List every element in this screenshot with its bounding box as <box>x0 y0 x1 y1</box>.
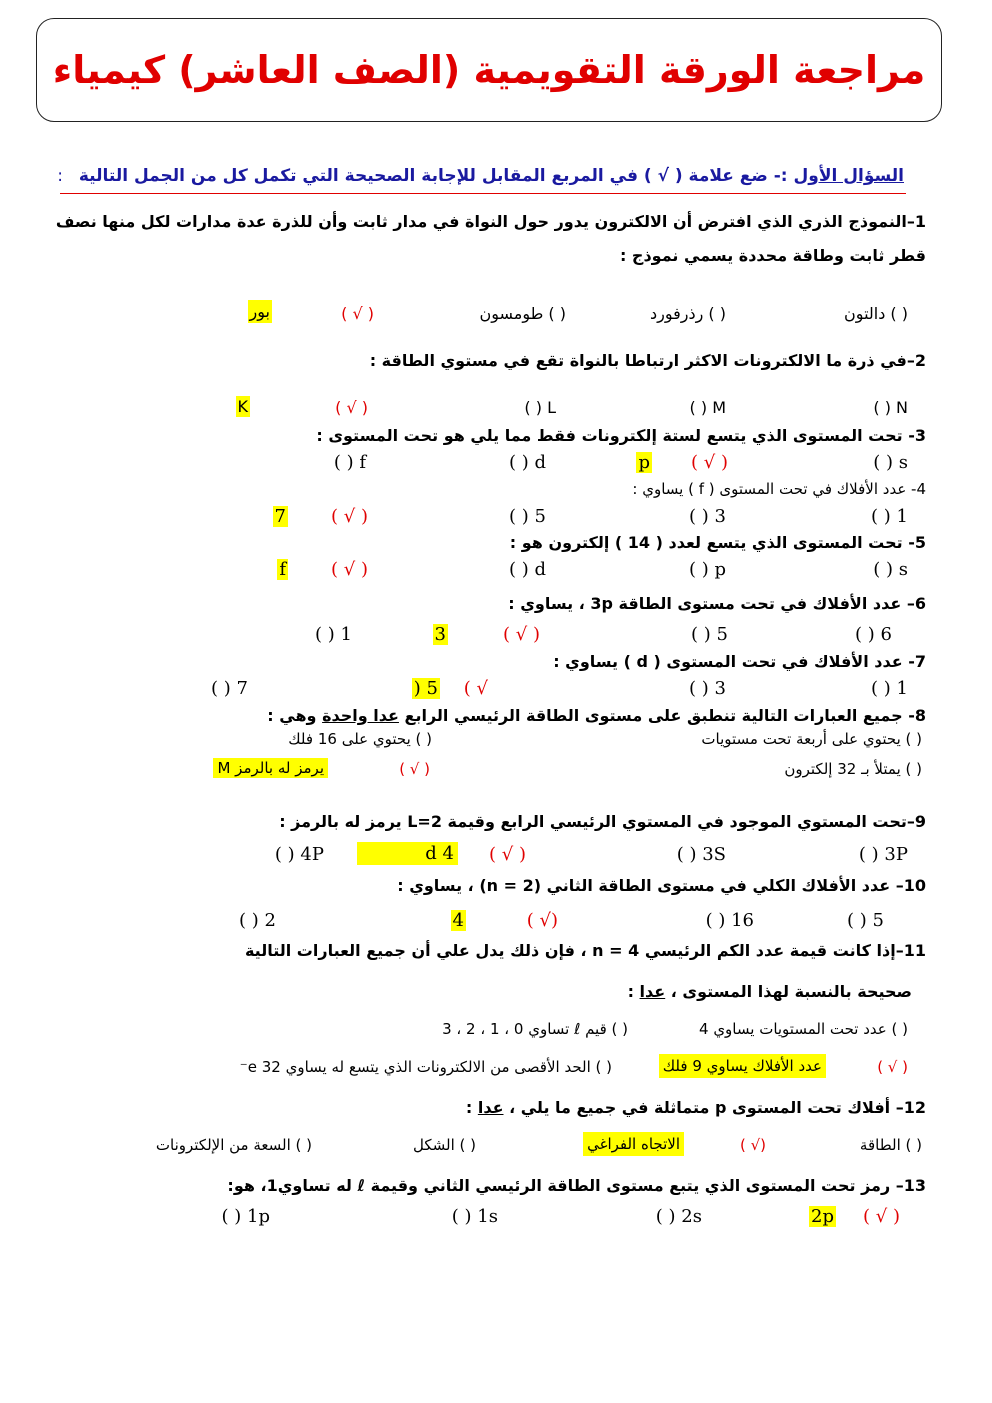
q10-option-2[interactable]: 2 ( ) <box>239 910 276 931</box>
question-3: 3- تحت المستوى الذي يتسع لستة إلكترونات فقط مما يلي هو تحت المستوى : <box>316 426 926 445</box>
question-10: 10– عدد الأفلاك الكلي في مستوى الطاقة الثاني (n = 2) ، يساوي : <box>397 876 926 895</box>
q8-option-32-electrons[interactable]: ( ) يمتلأ بـ 32 إلكترون <box>784 760 922 778</box>
q7-option-3[interactable]: 3 ( ) <box>689 678 726 699</box>
q8-option-16-orbitals[interactable]: ( ) يحتوي على 16 فلك <box>288 730 432 748</box>
page-title: مراجعة الورقة التقويمية (الصف العاشر) كيمياء <box>52 48 926 92</box>
q13-option-2s[interactable]: 2s ( ) <box>655 1206 702 1227</box>
q4-option-3[interactable]: 3 ( ) <box>689 506 726 527</box>
question-12-except: عدا <box>477 1098 504 1117</box>
question-6: 6– عدد الأفلاك في تحت مستوى الطاقة 3p ، يساوي : <box>508 594 926 613</box>
q1-option-bohr: بور <box>249 302 270 321</box>
q1-option-rutherford[interactable]: ( ) رذرفورد <box>650 304 726 323</box>
question-13: 13– رمز تحت المستوى الذي يتبع مستوى الطاقة الرئيسي الثاني وقيمة ℓ له تساوي1، هو: <box>227 1176 926 1195</box>
q5-option-d[interactable]: d ( ) <box>508 559 546 580</box>
q3-option-f[interactable]: f ( ) <box>333 452 366 473</box>
q13-option-2p: 2p <box>811 1206 834 1227</box>
q3-option-p-box[interactable]: ( √ ) <box>691 452 728 473</box>
q5-option-p[interactable]: p ( ) <box>688 559 726 580</box>
q2-option-n[interactable]: N ( ) <box>873 398 908 417</box>
q10-option-5[interactable]: 5 ( ) <box>847 910 884 931</box>
q9-option-4d: 4 d <box>357 842 458 865</box>
section-heading <box>57 166 904 186</box>
question-8-end: وهي : <box>267 706 317 725</box>
q11-option-9-orbitals: عدد الأفلاك يساوي 9 فلك <box>659 1054 826 1078</box>
question-12-text: 12– أفلاك تحت المستوى p متماثلة في جميع ما يلي ، <box>509 1098 926 1117</box>
q9-option-3p[interactable]: 3P ( ) <box>858 844 908 865</box>
q6-option-1[interactable]: 1 ( ) <box>315 624 352 645</box>
question-5: 5- تحت المستوى الذي يتسع لعدد ( 14 ) إلكترون هو : <box>509 533 926 552</box>
question-4: 4- عدد الأفلاك في تحت المستوى ( f ) يساوي : <box>632 480 926 498</box>
question-1: 1–النموذج الذري الذي افترض أن الالكترون يدور حول النواة في مدار ثابت وأن للذرة عدة مدارات لكل منها نصف قطر ثابت وطاقة محددة يسمي نموذج : <box>55 212 926 265</box>
section-instruction: :- ضع علامة ( √ ) في المربع المقابل للإجابة الصحيحة التي تكمل كل من الجمل التالية <box>78 166 788 186</box>
question-8-text: 8- جميع العبارات التالية تنطبق على مستوى الطاقة الرئيسي الرابع <box>404 706 926 725</box>
q13-option-1s[interactable]: 1s ( ) <box>451 1206 498 1227</box>
heading-underline <box>60 193 906 194</box>
title-box <box>36 18 942 122</box>
q12-option-orientation: الاتجاه الفراغي <box>583 1132 684 1156</box>
q6-option-6[interactable]: 6 ( ) <box>855 624 892 645</box>
q7-option-5: 5 ( <box>413 678 438 699</box>
question-11-except: عدا <box>639 982 666 1001</box>
q12-option-shape[interactable]: ( ) الشكل <box>412 1136 476 1154</box>
q12-option-capacity[interactable]: ( ) السعة من الإلكترونات <box>155 1136 312 1154</box>
q3-option-d[interactable]: d ( ) <box>508 452 546 473</box>
q8-option-four-sublevels[interactable]: ( ) يحتوي على أربعة تحت مستويات <box>701 730 922 748</box>
q8-option-symbol-m-box[interactable]: ( √ ) <box>399 760 430 778</box>
q6-option-3-box[interactable]: ( √ ) <box>503 624 540 645</box>
question-12 <box>466 1098 926 1117</box>
q10-option-4-box[interactable]: (√ ) <box>526 910 558 931</box>
q1-check-mark: ( √ ) <box>341 304 374 323</box>
q9-option-4d-box[interactable]: ( √ ) <box>489 844 526 865</box>
question-7: 7- عدد الأفلاك في تحت المستوى ( d ) يساوي : <box>553 652 926 671</box>
q1-option-bohr-box[interactable] <box>341 304 374 323</box>
q4-option-5[interactable]: 5 ( ) <box>509 506 546 527</box>
q11-option-9-orbitals-box[interactable]: ( √ ) <box>877 1058 908 1076</box>
q10-option-4: 4 <box>452 910 464 931</box>
question-11-end: : <box>627 982 634 1001</box>
q2-option-k: K <box>237 397 248 416</box>
q11-option-32-electrons[interactable]: ( ) الحد الأقصى من الالكترونات الذي يتسع له يساوي 32 e⁻ <box>239 1058 612 1076</box>
q9-option-3s[interactable]: 3S ( ) <box>676 844 726 865</box>
question-9: 9–تحت المستوي الموجود في المستوي الرئيسي الرابع وقيمة L=2 يرمز له بالرمز : <box>279 812 926 831</box>
question-11-text2: صحيحة بالنسبة لهذا المستوى ، <box>670 982 912 1001</box>
q11-option-four-sublevels[interactable]: ( ) عدد تحت المستويات يساوي 4 <box>699 1020 908 1038</box>
q7-option-1[interactable]: 1 ( ) <box>871 678 908 699</box>
q13-option-2p-box[interactable]: ( √ ) <box>863 1206 900 1227</box>
q2-option-k-box[interactable]: ( √ ) <box>335 398 368 417</box>
q5-option-f: f <box>279 559 286 580</box>
q1-option-dalton[interactable]: ( ) دالتون <box>844 304 908 323</box>
q13-option-1p[interactable]: 1p ( ) <box>221 1206 270 1227</box>
q6-option-5[interactable]: 5 ( ) <box>691 624 728 645</box>
q2-option-l[interactable]: L ( ) <box>524 398 556 417</box>
section-end: : <box>57 166 63 186</box>
q12-option-energy[interactable]: ( ) الطاقة <box>859 1136 922 1154</box>
q4-option-7: 7 <box>274 506 286 527</box>
q4-option-1[interactable]: 1 ( ) <box>871 506 908 527</box>
q5-option-s[interactable]: s ( ) <box>873 559 908 580</box>
q6-option-3: 3 <box>434 624 446 645</box>
q8-option-symbol-m: يرمز له بالرمز M <box>213 758 328 778</box>
q9-option-4p[interactable]: 4P ( ) <box>274 844 324 865</box>
q4-option-7-box[interactable]: ( √ ) <box>331 506 368 527</box>
q1-option-thomson[interactable]: ( ) طومسون <box>479 304 566 323</box>
q7-option-5-box[interactable]: √ ) <box>463 678 488 699</box>
question-11-line2 <box>628 982 912 1001</box>
question-12-end: : <box>465 1098 473 1117</box>
question-11: 11–إذا كانت قيمة عدد الكم الرئيسي n = 4 ، فإن ذلك يدل علي أن جميع العبارات التالية <box>244 941 926 960</box>
q7-option-7[interactable]: 7 ( ) <box>211 678 248 699</box>
q12-option-orientation-box[interactable]: (√ ) <box>739 1136 766 1154</box>
q3-option-s[interactable]: s ( ) <box>873 452 908 473</box>
q11-option-l-values[interactable]: ( ) قيم ℓ تساوي 0 ، 1 ، 2 ، 3 <box>442 1020 628 1038</box>
q10-option-16[interactable]: 16 ( ) <box>705 910 754 931</box>
question-2: 2–في ذرة ما الالكترونات الاكثر ارتباطا بالنواة تقع في مستوي الطاقة : <box>369 351 926 370</box>
q5-option-f-box[interactable]: ( √ ) <box>331 559 368 580</box>
question-8 <box>267 706 926 725</box>
q3-option-p: p <box>638 452 650 473</box>
q2-option-m[interactable]: M ( ) <box>689 398 726 417</box>
question-8-except: عدا واحدة <box>322 706 399 725</box>
section-label: السؤال الأول <box>793 166 904 186</box>
